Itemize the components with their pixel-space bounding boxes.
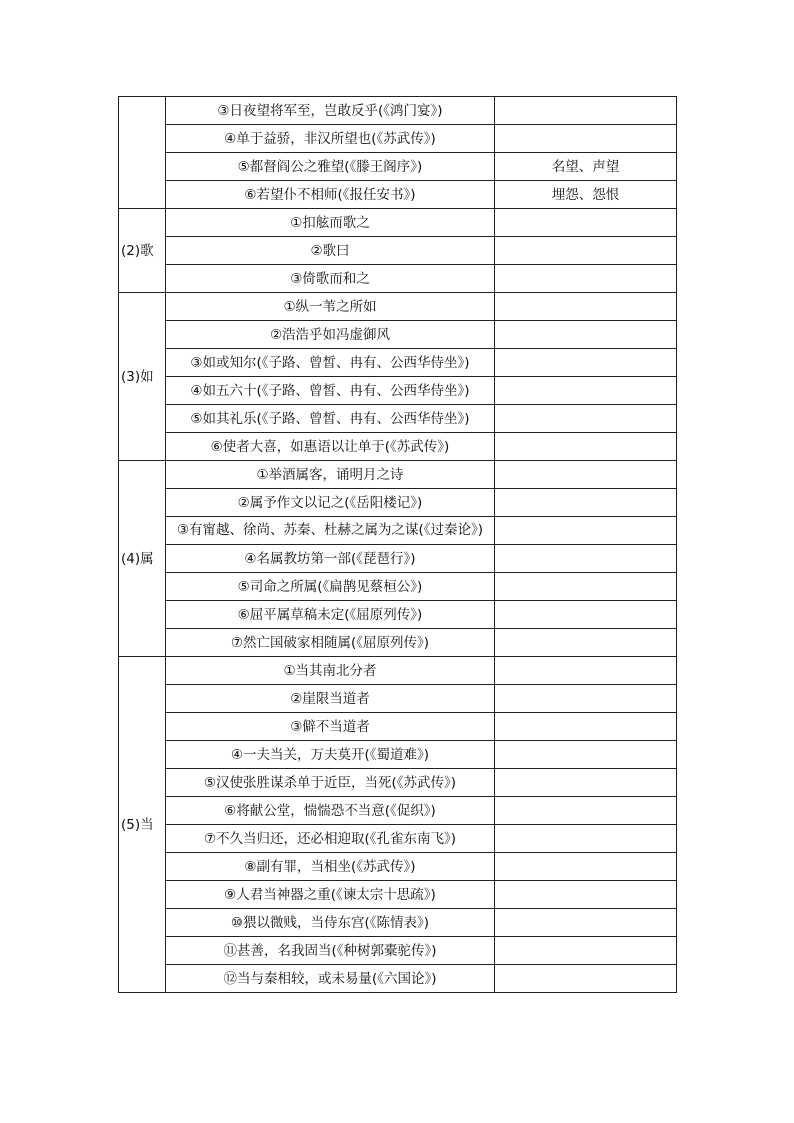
example-sentence-cell: ①扣舷而歌之 — [166, 209, 495, 237]
table-row — [119, 517, 677, 545]
table-row — [119, 657, 677, 685]
table-row — [119, 713, 677, 741]
meaning-cell — [495, 601, 677, 629]
example-sentence-cell: ②歌曰 — [166, 237, 495, 265]
example-sentence-cell: ⑨人君当神器之重(《谏太宗十思疏》) — [166, 881, 495, 909]
table-row — [119, 685, 677, 713]
example-sentence-cell: ⑤都督阎公之雅望(《滕王阁序》) — [166, 153, 495, 181]
word-cell: (5)当 — [119, 657, 166, 993]
table-row — [119, 769, 677, 797]
meaning-cell — [495, 769, 677, 797]
table-row — [119, 321, 677, 349]
table-row — [119, 601, 677, 629]
meaning-cell — [495, 741, 677, 769]
meaning-cell — [495, 125, 677, 153]
table-row — [119, 125, 677, 153]
table-row — [119, 965, 677, 993]
table-row — [119, 377, 677, 405]
word-cell: (4)属 — [119, 461, 166, 657]
meaning-cell — [495, 97, 677, 125]
table-row — [119, 545, 677, 573]
meaning-cell — [495, 321, 677, 349]
table-row — [119, 97, 677, 125]
table-row — [119, 209, 677, 237]
meaning-cell — [495, 377, 677, 405]
example-sentence-cell: ①纵一苇之所如 — [166, 293, 495, 321]
meaning-cell — [495, 349, 677, 377]
table-row — [119, 181, 677, 209]
example-sentence-cell: ⑦不久当归还，还必相迎取(《孔雀东南飞》) — [166, 825, 495, 853]
meaning-cell — [495, 657, 677, 685]
meaning-cell — [495, 909, 677, 937]
table-row — [119, 881, 677, 909]
meaning-cell — [495, 685, 677, 713]
meaning-cell — [495, 265, 677, 293]
example-sentence-cell: ③有甯越、徐尚、苏秦、杜赫之属为之谋(《过秦论》) — [166, 517, 495, 545]
example-sentence-cell: ⑥屈平属草稿未定(《屈原列传》) — [166, 601, 495, 629]
example-sentence-cell: ⑫当与秦相较，或未易量(《六国论》) — [166, 965, 495, 993]
example-sentence-cell: ②浩浩乎如冯虚御风 — [166, 321, 495, 349]
example-sentence-cell: ③僻不当道者 — [166, 713, 495, 741]
example-sentence-cell: ⑪甚善，名我固当(《种树郭橐驼传》) — [166, 937, 495, 965]
example-sentence-cell: ②崖限当道者 — [166, 685, 495, 713]
example-sentence-cell: ④一夫当关，万夫莫开(《蜀道难》) — [166, 741, 495, 769]
meaning-cell — [495, 629, 677, 657]
example-sentence-cell: ④如五六十(《子路、曾皙、冉有、公西华侍坐》) — [166, 377, 495, 405]
example-sentence-cell: ⑥将献公堂，惴惴恐不当意(《促织》) — [166, 797, 495, 825]
meaning-cell — [495, 965, 677, 993]
example-sentence-cell: ③如或知尔(《子路、曾皙、冉有、公西华侍坐》) — [166, 349, 495, 377]
table-row — [119, 825, 677, 853]
table-row — [119, 237, 677, 265]
table-row — [119, 293, 677, 321]
table-row — [119, 265, 677, 293]
meaning-cell — [495, 237, 677, 265]
meaning-cell — [495, 489, 677, 517]
example-sentence-cell: ①当其南北分者 — [166, 657, 495, 685]
table-row — [119, 153, 677, 181]
meaning-cell — [495, 713, 677, 741]
meaning-cell — [495, 517, 677, 545]
table-row — [119, 797, 677, 825]
table-row — [119, 573, 677, 601]
example-sentence-cell: ⑥若望仆不相师(《报任安书》) — [166, 181, 495, 209]
example-sentence-cell: ③倚歌而和之 — [166, 265, 495, 293]
table-row — [119, 937, 677, 965]
table-row — [119, 741, 677, 769]
meaning-cell — [495, 293, 677, 321]
example-sentence-cell: ④单于益骄，非汉所望也(《苏武传》) — [166, 125, 495, 153]
meaning-cell — [495, 461, 677, 489]
meaning-cell: 埋怨、怨恨 — [495, 181, 677, 209]
example-sentence-cell: ⑤司命之所属(《扁鹊见蔡桓公》) — [166, 573, 495, 601]
table-row — [119, 629, 677, 657]
example-sentence-cell: ⑥使者大喜，如惠语以让单于(《苏武传》) — [166, 433, 495, 461]
meaning-cell — [495, 209, 677, 237]
table-row — [119, 489, 677, 517]
table-row — [119, 405, 677, 433]
vocabulary-table — [118, 96, 677, 993]
table-row — [119, 433, 677, 461]
example-sentence-cell: ②属予作文以记之(《岳阳楼记》) — [166, 489, 495, 517]
meaning-cell — [495, 797, 677, 825]
meaning-cell — [495, 433, 677, 461]
vocabulary-table-body — [119, 97, 677, 993]
meaning-cell — [495, 937, 677, 965]
word-cell: (2)歌 — [119, 209, 166, 293]
meaning-cell: 名望、声望 — [495, 153, 677, 181]
meaning-cell — [495, 853, 677, 881]
example-sentence-cell: ⑤汉使张胜谋杀单于近臣，当死(《苏武传》) — [166, 769, 495, 797]
meaning-cell — [495, 573, 677, 601]
example-sentence-cell: ⑩猥以微贱，当侍东宫(《陈情表》) — [166, 909, 495, 937]
meaning-cell — [495, 545, 677, 573]
example-sentence-cell: ⑦然亡国破家相随属(《屈原列传》) — [166, 629, 495, 657]
word-cell: (3)如 — [119, 293, 166, 461]
table-row — [119, 349, 677, 377]
meaning-cell — [495, 405, 677, 433]
table-row — [119, 909, 677, 937]
example-sentence-cell: ①举酒属客，诵明月之诗 — [166, 461, 495, 489]
meaning-cell — [495, 881, 677, 909]
table-row — [119, 461, 677, 489]
table-row — [119, 853, 677, 881]
word-cell — [119, 97, 166, 209]
example-sentence-cell: ③日夜望将军至，岂敢反乎(《鸿门宴》) — [166, 97, 495, 125]
example-sentence-cell: ⑤如其礼乐(《子路、曾皙、冉有、公西华侍坐》) — [166, 405, 495, 433]
example-sentence-cell: ⑧副有罪，当相坐(《苏武传》) — [166, 853, 495, 881]
example-sentence-cell: ④名属教坊第一部(《琵琶行》) — [166, 545, 495, 573]
meaning-cell — [495, 825, 677, 853]
